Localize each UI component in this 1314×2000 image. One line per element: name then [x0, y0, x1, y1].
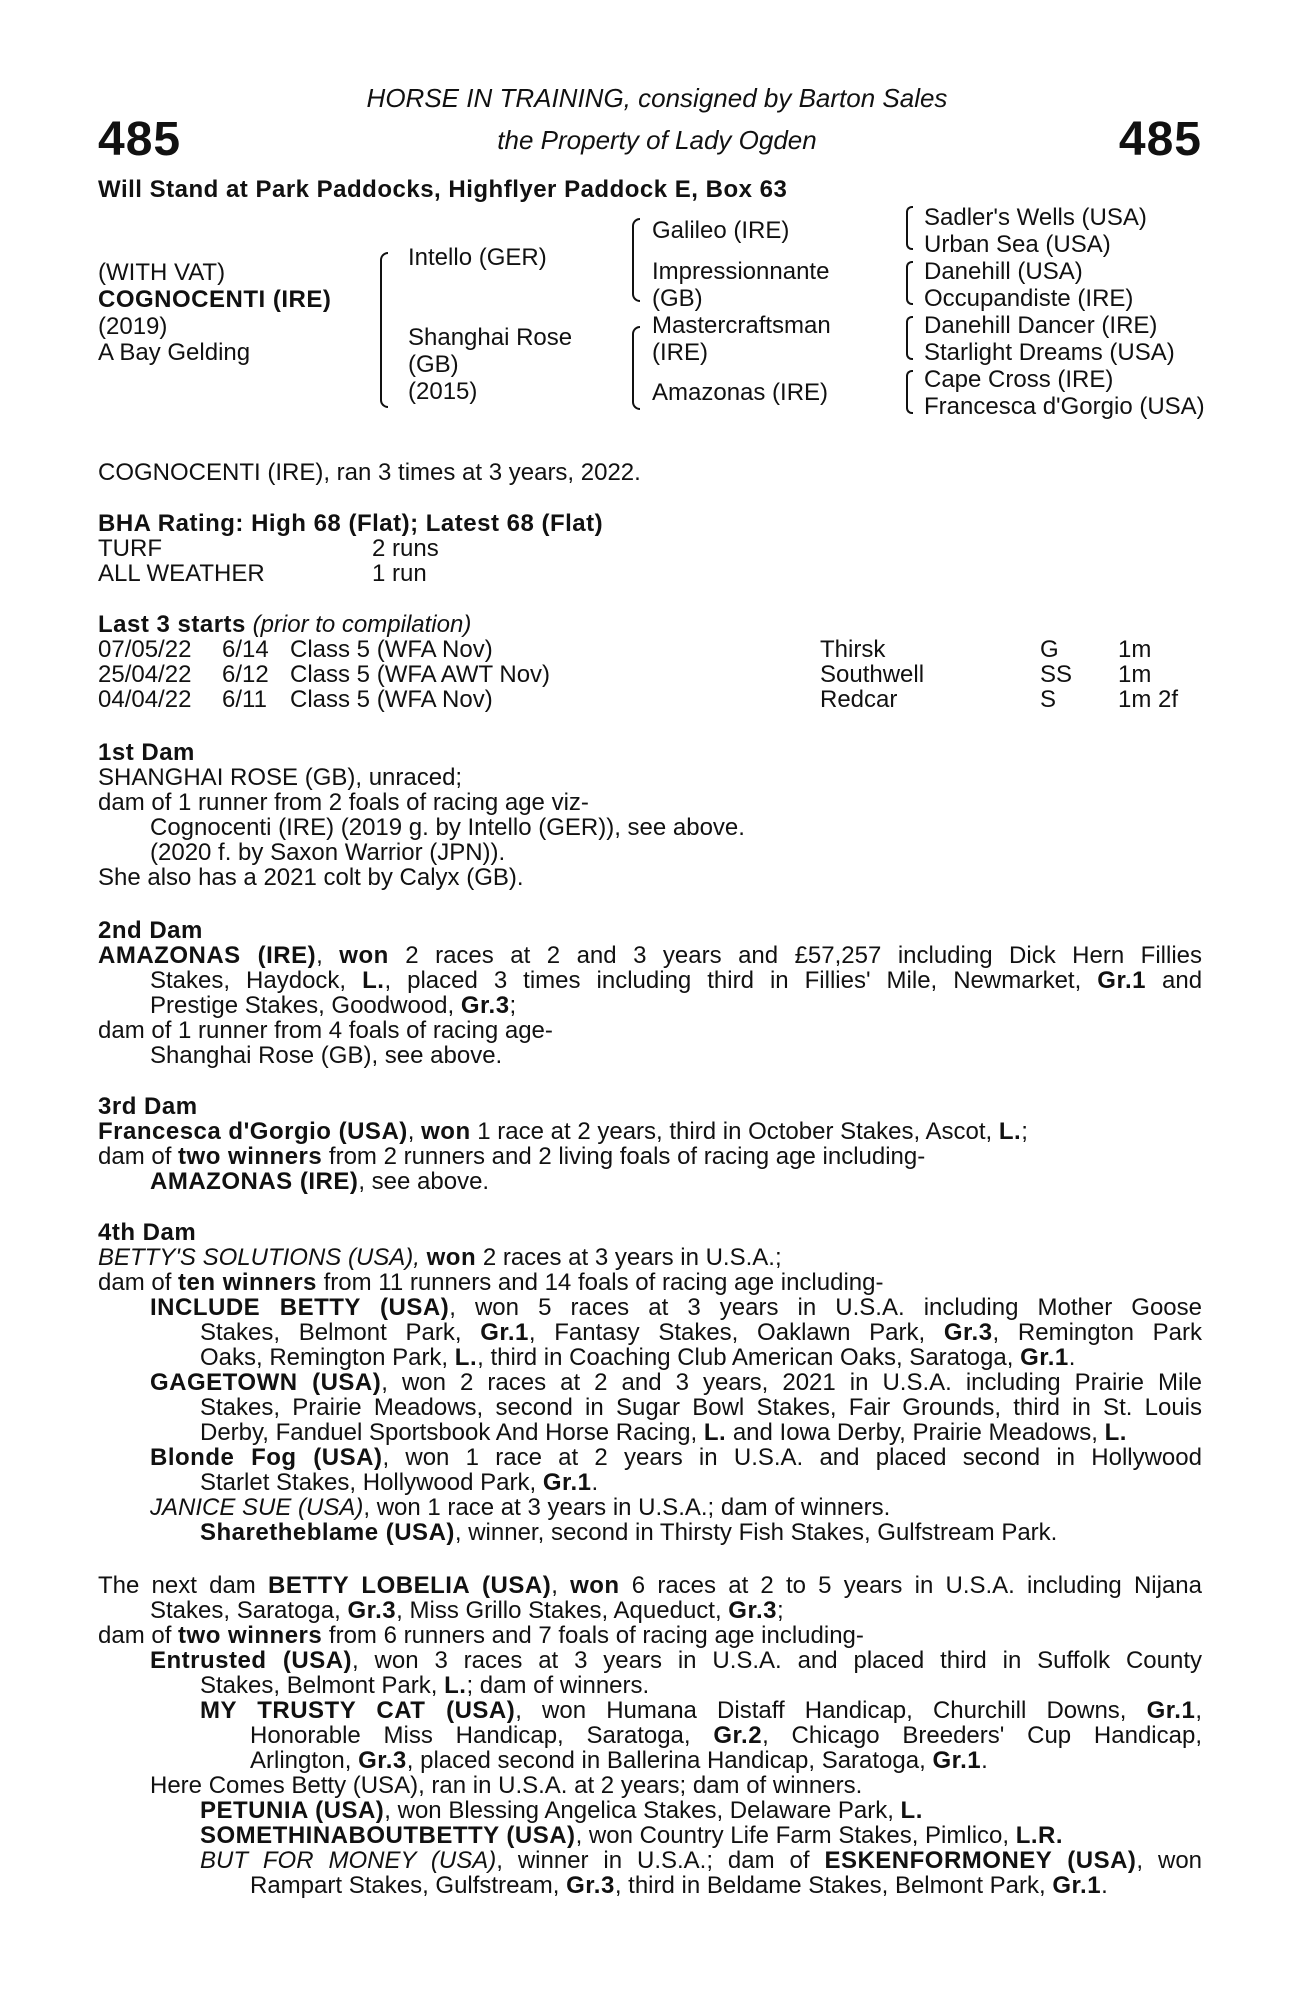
- next-line1: The next dam BETTY LOBELIA (USA), won 6 races at 2 to 5 years in U.S.A. including Nijana: [98, 1572, 1202, 1599]
- start-race: Class 5 (WFA Nov): [290, 636, 493, 663]
- dam2-line3: Prestige Stakes, Goodwood, Gr.3;: [150, 992, 517, 1019]
- lot-number-right: 485: [1118, 113, 1202, 166]
- dam1-heading: 1st Dam: [98, 739, 195, 766]
- dam3-line2: dam of two winners from 2 runners and 2 living foals of racing age including-: [98, 1143, 926, 1170]
- pedigree-brace-g2: [906, 261, 913, 305]
- start-going: S: [1040, 686, 1057, 713]
- dam3-heading: 3rd Dam: [98, 1093, 198, 1120]
- race-summary: COGNOCENTI (IRE), ran 3 times at 3 years, 2022.: [98, 459, 641, 486]
- pedigree-gg5: Danehill Dancer (IRE): [924, 312, 1158, 339]
- pedigree-gg7: Cape Cross (IRE): [924, 366, 1114, 393]
- pedigree-dam-line1: Shanghai Rose: [408, 324, 573, 351]
- start-course: Southwell: [820, 661, 925, 688]
- start-going: SS: [1040, 661, 1073, 688]
- dam4-p1-line2: Stakes, Belmont Park, Gr.1, Fantasy Stakes, Oaklawn Park, Gr.3, Remington Park: [200, 1319, 1203, 1346]
- dam4-p2-line1: GAGETOWN (USA), won 2 races at 2 and 3 years, 2021 in U.S.A. including Prairie Mile: [150, 1369, 1202, 1396]
- rating-runs-aw: 1 run: [372, 560, 427, 587]
- pedigree-dam-sire-line2: (IRE): [652, 339, 708, 366]
- dam2-line5: Shanghai Rose (GB), see above.: [150, 1042, 503, 1069]
- pedigree-sire-dam-line1: Impressionnante: [652, 258, 830, 285]
- next-line2: Stakes, Saratoga, Gr.3, Miss Grillo Stakes, Aqueduct, Gr.3;: [150, 1597, 784, 1624]
- dam3-line1: Francesca d'Gorgio (USA), won 1 race at 2 years, third in October Stakes, Ascot, L.;: [98, 1118, 1028, 1145]
- dam4-p2-line2: Stakes, Prairie Meadows, second in Sugar Bowl Stakes, Fair Grounds, third in St. Louis: [200, 1394, 1202, 1421]
- pedigree-gg8: Francesca d'Gorgio (USA): [924, 393, 1205, 420]
- start-course: Redcar: [820, 686, 898, 713]
- start-position: 6/11: [222, 686, 267, 713]
- rating-runs-turf: 2 runs: [372, 535, 439, 562]
- start-course: Thirsk: [820, 636, 886, 663]
- next-butformoney-line1: BUT FOR MONEY (USA), winner in U.S.A.; dam of ESKENFORMONEY (USA), won: [200, 1847, 1203, 1874]
- start-going: G: [1040, 636, 1059, 663]
- header-property: the Property of Lady Ogden: [497, 125, 817, 155]
- next-butformoney-line2: Rampart Stakes, Gulfstream, Gr.3, third in Beldame Stakes, Belmont Park, Gr.1.: [250, 1872, 1108, 1899]
- horse-description: A Bay Gelding: [98, 339, 251, 366]
- horse-year: (2019): [98, 313, 168, 340]
- dam1-line2: dam of 1 runner from 2 foals of racing age viz-: [98, 789, 589, 816]
- dam4-p5-line: Sharetheblame (USA), winner, second in Thirsty Fish Stakes, Gulfstream Park.: [200, 1519, 1058, 1546]
- pedigree-brace-g3: [906, 316, 913, 360]
- pedigree-dam-dam: Amazonas (IRE): [652, 379, 829, 406]
- next-entrusted-line1: Entrusted (USA), won 3 races at 3 years in U.S.A. and placed third in Suffolk County: [150, 1647, 1202, 1674]
- dam2-heading: 2nd Dam: [98, 917, 203, 944]
- start-race: Class 5 (WFA AWT Nov): [290, 661, 551, 688]
- start-distance: 1m: [1118, 661, 1152, 688]
- last-starts-heading: Last 3 starts (prior to compilation): [98, 611, 472, 638]
- dam4-p1-line3: Oaks, Remington Park, L., third in Coaching Club American Oaks, Saratoga, Gr.1.: [200, 1344, 1076, 1371]
- lot-number-left: 485: [98, 113, 182, 166]
- dam2-line2: Stakes, Haydock, L., placed 3 times including third in Fillies' Mile, Newmarket, Gr.1 and: [150, 967, 1203, 994]
- dam4-heading: 4th Dam: [98, 1219, 197, 1246]
- pedigree-gg1: Sadler's Wells (USA): [924, 204, 1147, 231]
- pedigree-sire-sire: Galileo (IRE): [652, 217, 790, 244]
- start-position: 6/14: [222, 636, 269, 663]
- dam1-line1: SHANGHAI ROSE (GB), unraced;: [98, 764, 463, 791]
- pedigree-dam-line2: (GB): [408, 351, 459, 378]
- dam4-line1: BETTY'S SOLUTIONS (USA), won 2 races at 3 years in U.S.A.;: [98, 1244, 782, 1271]
- next-trustycat-line2: Honorable Miss Handicap, Saratoga, Gr.2, Chicago Breeders' Cup Handicap,: [250, 1722, 1203, 1749]
- header-consigned: HORSE IN TRAINING, consigned by Barton Sales: [366, 83, 948, 113]
- dam1-line3: Cognocenti (IRE) (2019 g. by Intello (GER)), see above.: [150, 814, 745, 841]
- dam3-line3: AMAZONAS (IRE), see above.: [150, 1168, 490, 1195]
- pedigree-gg6: Starlight Dreams (USA): [924, 339, 1175, 366]
- dam1-line5: She also has a 2021 colt by Calyx (GB).: [98, 864, 524, 891]
- dam1-line4: (2020 f. by Saxon Warrior (JPN)).: [150, 839, 506, 866]
- rating-surface-aw: ALL WEATHER: [98, 560, 265, 587]
- pedigree-brace-g1: [906, 206, 913, 250]
- next-somethin-line: SOMETHINABOUTBETTY (USA), won Country Life Farm Stakes, Pimlico, L.R.: [200, 1822, 1064, 1849]
- pedigree-gg2: Urban Sea (USA): [924, 231, 1111, 258]
- start-date: 25/04/22: [98, 661, 192, 688]
- start-position: 6/12: [222, 661, 269, 688]
- dam4-p1-line1: INCLUDE BETTY (USA), won 5 races at 3 years in U.S.A. including Mother Goose: [150, 1294, 1203, 1321]
- stand-location: Will Stand at Park Paddocks, Highflyer Paddock E, Box 63: [98, 176, 788, 203]
- start-date: 04/04/22: [98, 686, 192, 713]
- next-petunia-line: PETUNIA (USA), won Blessing Angelica Stakes, Delaware Park, L.: [200, 1797, 923, 1824]
- next-entrusted-line2: Stakes, Belmont Park, L.; dam of winners.: [200, 1672, 650, 1699]
- start-distance: 1m: [1118, 636, 1152, 663]
- pedigree-brace-dam: [632, 326, 640, 410]
- dam4-p3-line2: Starlet Stakes, Hollywood Park, Gr.1.: [200, 1469, 599, 1496]
- start-race: Class 5 (WFA Nov): [290, 686, 493, 713]
- start-date: 07/05/22: [98, 636, 192, 663]
- rating-surface-turf: TURF: [98, 535, 162, 562]
- pedigree-dam-sire-line1: Mastercraftsman: [652, 312, 831, 339]
- vat-status: (WITH VAT): [98, 259, 226, 286]
- dam2-line4: dam of 1 runner from 4 foals of racing age-: [98, 1017, 553, 1044]
- pedigree-sire: Intello (GER): [408, 244, 547, 271]
- next-trustycat-line1: MY TRUSTY CAT (USA), won Humana Distaff Handicap, Churchill Downs, Gr.1,: [200, 1697, 1202, 1724]
- pedigree-gg3: Danehill (USA): [924, 258, 1083, 285]
- start-distance: 1m 2f: [1118, 686, 1179, 713]
- dam4-p4-line: JANICE SUE (USA), won 1 race at 3 years in U.S.A.; dam of winners.: [150, 1494, 891, 1521]
- dam4-line2: dam of ten winners from 11 runners and 14 foals of racing age including-: [98, 1269, 884, 1296]
- pedigree-gg4: Occupandiste (IRE): [924, 285, 1134, 312]
- dam4-p3-line1: Blonde Fog (USA), won 1 race at 2 years in U.S.A. and placed second in Hollywood: [150, 1444, 1202, 1471]
- next-herecomes-line: Here Comes Betty (USA), ran in U.S.A. at 2 years; dam of winners.: [150, 1772, 863, 1799]
- pedigree-sire-dam-line2: (GB): [652, 285, 703, 312]
- bha-rating: BHA Rating: High 68 (Flat); Latest 68 (Flat): [98, 510, 604, 537]
- dam4-p2-line3: Derby, Fanduel Sportsbook And Horse Racing, L. and Iowa Derby, Prairie Meadows, L.: [200, 1419, 1127, 1446]
- next-line3: dam of two winners from 6 runners and 7 foals of racing age including-: [98, 1622, 864, 1649]
- dam2-line1: AMAZONAS (IRE), won 2 races at 2 and 3 years and £57,257 including Dick Hern Fillies: [98, 942, 1202, 969]
- pedigree-brace-main: [380, 252, 388, 408]
- pedigree-dam-line3: (2015): [408, 378, 478, 405]
- horse-name: COGNOCENTI (IRE): [98, 286, 332, 313]
- pedigree-brace-sire: [632, 218, 640, 302]
- next-trustycat-line3: Arlington, Gr.3, placed second in Ballerina Handicap, Saratoga, Gr.1.: [250, 1747, 988, 1774]
- pedigree-brace-g4: [906, 370, 913, 414]
